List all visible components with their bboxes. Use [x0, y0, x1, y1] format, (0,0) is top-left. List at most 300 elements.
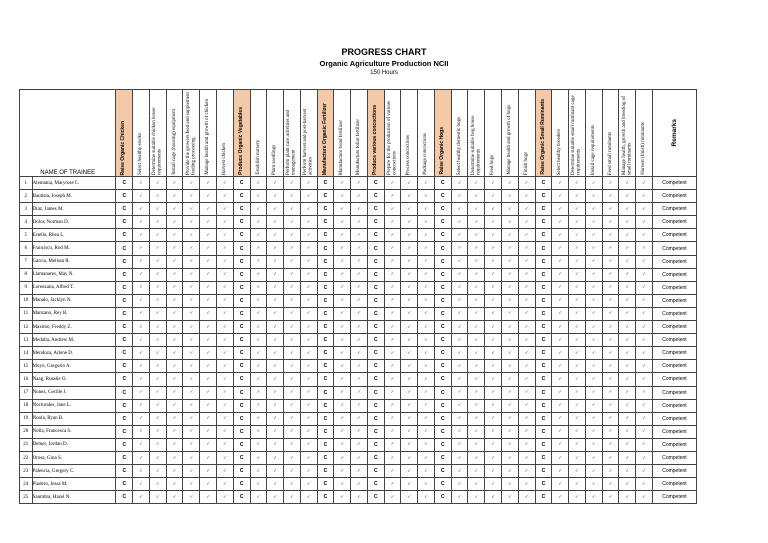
competent-mark: C — [367, 360, 384, 373]
check-mark: ✓ — [585, 425, 602, 438]
remark-cell: Competent — [652, 334, 696, 347]
check-mark: ✓ — [518, 255, 535, 268]
check-mark: ✓ — [468, 216, 485, 229]
check-mark: ✓ — [384, 216, 401, 229]
competent-mark: C — [233, 190, 250, 203]
column-header — [200, 90, 217, 177]
check-mark: ✓ — [636, 190, 653, 203]
competent-mark: C — [317, 255, 334, 268]
check-mark: ✓ — [351, 360, 368, 373]
check-mark: ✓ — [585, 242, 602, 255]
check-mark: ✓ — [334, 294, 351, 307]
check-mark: ✓ — [351, 321, 368, 334]
check-mark: ✓ — [149, 425, 166, 438]
check-mark: ✓ — [216, 347, 233, 360]
competent-mark: C — [434, 242, 451, 255]
check-mark: ✓ — [636, 216, 653, 229]
check-mark: ✓ — [351, 491, 368, 504]
check-mark: ✓ — [267, 334, 284, 347]
check-mark: ✓ — [200, 478, 217, 491]
check-mark: ✓ — [200, 465, 217, 478]
table-row — [20, 190, 697, 203]
check-mark: ✓ — [451, 242, 468, 255]
check-mark: ✓ — [451, 307, 468, 320]
check-mark: ✓ — [619, 438, 636, 451]
row-number: 16 — [20, 373, 33, 386]
check-mark: ✓ — [518, 321, 535, 334]
check-mark: ✓ — [183, 438, 200, 451]
check-mark: ✓ — [636, 177, 653, 190]
column-header — [518, 90, 535, 177]
check-mark: ✓ — [166, 360, 183, 373]
check-mark: ✓ — [250, 203, 267, 216]
competent-mark: C — [434, 321, 451, 334]
check-mark: ✓ — [401, 412, 418, 425]
trainee-name: Llamanares, May N. — [32, 268, 116, 281]
check-mark: ✓ — [602, 491, 619, 504]
check-mark: ✓ — [384, 321, 401, 334]
check-mark: ✓ — [619, 478, 636, 491]
check-mark: ✓ — [384, 491, 401, 504]
check-mark: ✓ — [552, 307, 569, 320]
check-mark: ✓ — [200, 307, 217, 320]
check-mark: ✓ — [216, 399, 233, 412]
check-mark: ✓ — [485, 242, 502, 255]
check-mark: ✓ — [418, 425, 435, 438]
competency-label: Feed small ruminants — [607, 131, 613, 175]
check-mark: ✓ — [334, 190, 351, 203]
competent-mark: C — [367, 478, 384, 491]
check-mark: ✓ — [518, 229, 535, 242]
check-mark: ✓ — [401, 425, 418, 438]
table-row — [20, 177, 697, 190]
check-mark: ✓ — [284, 190, 301, 203]
row-number: 15 — [20, 360, 33, 373]
check-mark: ✓ — [149, 491, 166, 504]
row-number: 20 — [20, 425, 33, 438]
check-mark: ✓ — [451, 334, 468, 347]
check-mark: ✓ — [552, 425, 569, 438]
check-mark: ✓ — [183, 242, 200, 255]
check-mark: ✓ — [300, 425, 317, 438]
remark-cell: Competent — [652, 386, 696, 399]
competent-mark: C — [535, 386, 552, 399]
trainee-name: Naag, Rosalie O. — [32, 373, 116, 386]
check-mark: ✓ — [149, 294, 166, 307]
table-row — [20, 451, 697, 464]
competent-mark: C — [434, 347, 451, 360]
competent-mark: C — [116, 281, 133, 294]
check-mark: ✓ — [502, 255, 519, 268]
check-mark: ✓ — [183, 451, 200, 464]
check-mark: ✓ — [502, 294, 519, 307]
check-mark: ✓ — [384, 203, 401, 216]
row-number: 12 — [20, 321, 33, 334]
check-mark: ✓ — [200, 294, 217, 307]
check-mark: ✓ — [485, 216, 502, 229]
check-mark: ✓ — [585, 307, 602, 320]
check-mark: ✓ — [401, 242, 418, 255]
check-mark: ✓ — [267, 242, 284, 255]
check-mark: ✓ — [183, 268, 200, 281]
check-mark: ✓ — [418, 438, 435, 451]
check-mark: ✓ — [284, 281, 301, 294]
competent-mark: C — [367, 281, 384, 294]
check-mark: ✓ — [619, 373, 636, 386]
core-competency-label: Manufacture Organic Fertilizer — [321, 102, 328, 175]
check-mark: ✓ — [485, 177, 502, 190]
check-mark: ✓ — [619, 347, 636, 360]
competent-mark: C — [116, 321, 133, 334]
check-mark: ✓ — [418, 321, 435, 334]
competent-mark: C — [233, 281, 250, 294]
check-mark: ✓ — [250, 451, 267, 464]
check-mark: ✓ — [451, 412, 468, 425]
check-mark: ✓ — [502, 491, 519, 504]
competent-mark: C — [535, 177, 552, 190]
check-mark: ✓ — [602, 334, 619, 347]
trainee-name: Manzano, Rey R. — [32, 307, 116, 320]
remark-cell: Competent — [652, 399, 696, 412]
check-mark: ✓ — [267, 373, 284, 386]
check-mark: ✓ — [468, 451, 485, 464]
table-row — [20, 412, 697, 425]
check-mark: ✓ — [384, 478, 401, 491]
check-mark: ✓ — [636, 255, 653, 268]
row-number: 5 — [20, 229, 33, 242]
competent-mark: C — [367, 268, 384, 281]
competent-mark: C — [233, 465, 250, 478]
check-mark: ✓ — [216, 229, 233, 242]
column-header — [602, 90, 619, 177]
check-mark: ✓ — [468, 334, 485, 347]
check-mark: ✓ — [569, 190, 586, 203]
check-mark: ✓ — [351, 268, 368, 281]
check-mark: ✓ — [585, 255, 602, 268]
check-mark: ✓ — [636, 491, 653, 504]
competent-mark: C — [233, 360, 250, 373]
check-mark: ✓ — [451, 321, 468, 334]
check-mark: ✓ — [133, 334, 150, 347]
check-mark: ✓ — [569, 255, 586, 268]
check-mark: ✓ — [451, 465, 468, 478]
competent-mark: C — [367, 438, 384, 451]
check-mark: ✓ — [401, 491, 418, 504]
check-mark: ✓ — [200, 386, 217, 399]
check-mark: ✓ — [267, 307, 284, 320]
check-mark: ✓ — [250, 491, 267, 504]
trainee-name: Demer, Jordan D. — [32, 438, 116, 451]
check-mark: ✓ — [183, 216, 200, 229]
check-mark: ✓ — [133, 216, 150, 229]
check-mark: ✓ — [468, 412, 485, 425]
row-number: 10 — [20, 294, 33, 307]
column-header — [434, 90, 451, 177]
check-mark: ✓ — [418, 281, 435, 294]
competency-label: Establish nursery — [255, 140, 261, 175]
check-mark: ✓ — [401, 321, 418, 334]
name-of-trainee-header: NAME OF TRAINEE — [20, 90, 116, 177]
check-mark: ✓ — [133, 412, 150, 425]
remark-cell: Competent — [652, 478, 696, 491]
check-mark: ✓ — [569, 229, 586, 242]
check-mark: ✓ — [351, 386, 368, 399]
check-mark: ✓ — [418, 412, 435, 425]
check-mark: ✓ — [401, 478, 418, 491]
check-mark: ✓ — [418, 229, 435, 242]
trainee-name: Medalla, Andrew M. — [32, 334, 116, 347]
check-mark: ✓ — [216, 268, 233, 281]
check-mark: ✓ — [351, 255, 368, 268]
check-mark: ✓ — [518, 373, 535, 386]
check-mark: ✓ — [351, 294, 368, 307]
check-mark: ✓ — [569, 478, 586, 491]
check-mark: ✓ — [183, 177, 200, 190]
check-mark: ✓ — [216, 203, 233, 216]
check-mark: ✓ — [149, 242, 166, 255]
competent-mark: C — [367, 177, 384, 190]
check-mark: ✓ — [552, 438, 569, 451]
trainee-name: Palencia, Gregory C. — [32, 465, 116, 478]
check-mark: ✓ — [216, 491, 233, 504]
check-mark: ✓ — [351, 425, 368, 438]
check-mark: ✓ — [300, 491, 317, 504]
check-mark: ✓ — [300, 307, 317, 320]
check-mark: ✓ — [216, 216, 233, 229]
competent-mark: C — [116, 491, 133, 504]
check-mark: ✓ — [585, 321, 602, 334]
check-mark: ✓ — [451, 478, 468, 491]
core-competency-label: Raise Organic Hogs — [439, 127, 446, 175]
competent-mark: C — [367, 465, 384, 478]
check-mark: ✓ — [569, 242, 586, 255]
check-mark: ✓ — [468, 203, 485, 216]
competent-mark: C — [116, 373, 133, 386]
check-mark: ✓ — [569, 281, 586, 294]
check-mark: ✓ — [166, 425, 183, 438]
competent-mark: C — [434, 177, 451, 190]
check-mark: ✓ — [166, 412, 183, 425]
check-mark: ✓ — [585, 451, 602, 464]
check-mark: ✓ — [267, 465, 284, 478]
check-mark: ✓ — [250, 399, 267, 412]
check-mark: ✓ — [418, 177, 435, 190]
competent-mark: C — [116, 386, 133, 399]
check-mark: ✓ — [468, 307, 485, 320]
competent-mark: C — [233, 216, 250, 229]
row-number: 17 — [20, 386, 33, 399]
check-mark: ✓ — [166, 478, 183, 491]
check-mark: ✓ — [451, 203, 468, 216]
check-mark: ✓ — [300, 281, 317, 294]
row-number: 4 — [20, 216, 33, 229]
check-mark: ✓ — [183, 360, 200, 373]
check-mark: ✓ — [485, 203, 502, 216]
check-mark: ✓ — [485, 465, 502, 478]
check-mark: ✓ — [334, 465, 351, 478]
check-mark: ✓ — [401, 386, 418, 399]
check-mark: ✓ — [300, 478, 317, 491]
competent-mark: C — [317, 321, 334, 334]
check-mark: ✓ — [602, 373, 619, 386]
check-mark: ✓ — [133, 478, 150, 491]
check-mark: ✓ — [401, 229, 418, 242]
table-row — [20, 491, 697, 504]
check-mark: ✓ — [569, 373, 586, 386]
check-mark: ✓ — [166, 190, 183, 203]
check-mark: ✓ — [518, 216, 535, 229]
competent-mark: C — [233, 255, 250, 268]
check-mark: ✓ — [401, 451, 418, 464]
check-mark: ✓ — [485, 399, 502, 412]
check-mark: ✓ — [552, 190, 569, 203]
check-mark: ✓ — [133, 203, 150, 216]
column-header — [317, 90, 334, 177]
check-mark: ✓ — [585, 399, 602, 412]
column-header — [468, 90, 485, 177]
check-mark: ✓ — [351, 281, 368, 294]
check-mark: ✓ — [602, 268, 619, 281]
check-mark: ✓ — [250, 268, 267, 281]
competent-mark: C — [434, 491, 451, 504]
row-number: 11 — [20, 307, 33, 320]
check-mark: ✓ — [267, 190, 284, 203]
check-mark: ✓ — [569, 386, 586, 399]
check-mark: ✓ — [133, 281, 150, 294]
check-mark: ✓ — [401, 281, 418, 294]
check-mark: ✓ — [569, 465, 586, 478]
check-mark: ✓ — [636, 399, 653, 412]
check-mark: ✓ — [216, 438, 233, 451]
header-row — [20, 90, 697, 177]
check-mark: ✓ — [334, 229, 351, 242]
check-mark: ✓ — [384, 347, 401, 360]
competent-mark: C — [535, 190, 552, 203]
column-header — [166, 90, 183, 177]
check-mark: ✓ — [569, 451, 586, 464]
competent-mark: C — [233, 307, 250, 320]
check-mark: ✓ — [351, 399, 368, 412]
check-mark: ✓ — [619, 451, 636, 464]
competent-mark: C — [434, 360, 451, 373]
check-mark: ✓ — [149, 190, 166, 203]
check-mark: ✓ — [569, 321, 586, 334]
competent-mark: C — [317, 386, 334, 399]
competent-mark: C — [233, 438, 250, 451]
check-mark: ✓ — [636, 203, 653, 216]
check-mark: ✓ — [619, 360, 636, 373]
competent-mark: C — [233, 478, 250, 491]
competency-label: Feed hogs — [490, 154, 496, 175]
check-mark: ✓ — [384, 412, 401, 425]
check-mark: ✓ — [133, 229, 150, 242]
check-mark: ✓ — [401, 347, 418, 360]
check-mark: ✓ — [401, 190, 418, 203]
check-mark: ✓ — [250, 294, 267, 307]
check-mark: ✓ — [334, 386, 351, 399]
check-mark: ✓ — [250, 281, 267, 294]
competent-mark: C — [317, 242, 334, 255]
trainee-name: Garcia, Melissa R. — [32, 255, 116, 268]
check-mark: ✓ — [250, 255, 267, 268]
check-mark: ✓ — [250, 373, 267, 386]
remark-cell: Competent — [652, 177, 696, 190]
check-mark: ✓ — [149, 268, 166, 281]
check-mark: ✓ — [518, 307, 535, 320]
check-mark: ✓ — [183, 412, 200, 425]
trainee-name: Moyo, Gregorio A. — [32, 360, 116, 373]
check-mark: ✓ — [552, 321, 569, 334]
check-mark: ✓ — [267, 203, 284, 216]
competent-mark: C — [233, 373, 250, 386]
check-mark: ✓ — [619, 321, 636, 334]
check-mark: ✓ — [300, 242, 317, 255]
check-mark: ✓ — [451, 294, 468, 307]
check-mark: ✓ — [552, 451, 569, 464]
check-mark: ✓ — [284, 451, 301, 464]
competent-mark: C — [367, 307, 384, 320]
check-mark: ✓ — [351, 203, 368, 216]
check-mark: ✓ — [284, 255, 301, 268]
check-mark: ✓ — [384, 242, 401, 255]
check-mark: ✓ — [267, 491, 284, 504]
check-mark: ✓ — [502, 242, 519, 255]
check-mark: ✓ — [418, 216, 435, 229]
check-mark: ✓ — [619, 386, 636, 399]
competent-mark: C — [367, 294, 384, 307]
check-mark: ✓ — [334, 203, 351, 216]
check-mark: ✓ — [300, 229, 317, 242]
check-mark: ✓ — [183, 399, 200, 412]
check-mark: ✓ — [585, 386, 602, 399]
trainee-name: Maximo, Freddy Z. — [32, 321, 116, 334]
check-mark: ✓ — [569, 347, 586, 360]
row-number: 24 — [20, 478, 33, 491]
check-mark: ✓ — [569, 412, 586, 425]
check-mark: ✓ — [485, 294, 502, 307]
check-mark: ✓ — [602, 229, 619, 242]
competency-label: Manage health and growth of chicken — [205, 99, 211, 175]
check-mark: ✓ — [636, 373, 653, 386]
check-mark: ✓ — [401, 307, 418, 320]
check-mark: ✓ — [451, 177, 468, 190]
column-header — [116, 90, 133, 177]
competent-mark: C — [367, 242, 384, 255]
check-mark: ✓ — [468, 242, 485, 255]
check-mark: ✓ — [602, 281, 619, 294]
check-mark: ✓ — [300, 177, 317, 190]
check-mark: ✓ — [518, 203, 535, 216]
competent-mark: C — [535, 373, 552, 386]
check-mark: ✓ — [636, 438, 653, 451]
check-mark: ✓ — [200, 229, 217, 242]
competent-mark: C — [233, 425, 250, 438]
table-row — [20, 229, 697, 242]
check-mark: ✓ — [300, 203, 317, 216]
competent-mark: C — [535, 347, 552, 360]
competent-mark: C — [116, 255, 133, 268]
check-mark: ✓ — [401, 465, 418, 478]
column-header — [451, 90, 468, 177]
check-mark: ✓ — [216, 373, 233, 386]
check-mark: ✓ — [485, 255, 502, 268]
check-mark: ✓ — [602, 438, 619, 451]
check-mark: ✓ — [284, 203, 301, 216]
column-header — [250, 90, 267, 177]
competency-label: Select healthy stocks — [138, 133, 144, 175]
check-mark: ✓ — [166, 216, 183, 229]
trainee-rows — [20, 177, 697, 504]
